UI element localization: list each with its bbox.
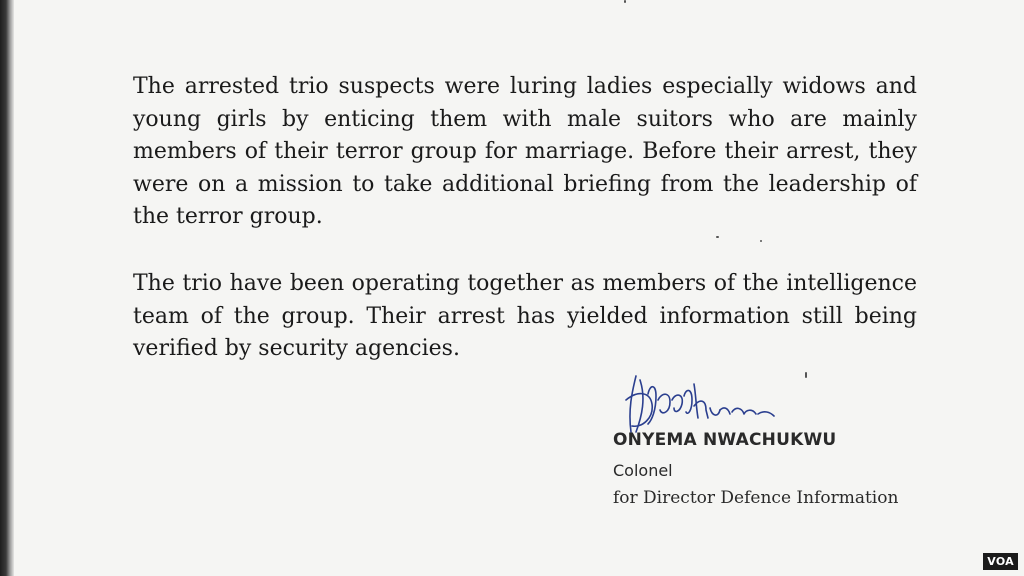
signatory-name: ONYEMA NWACHUKWU (613, 430, 837, 450)
signatory-office: for Director Defence Information (613, 488, 899, 508)
page-left-edge-shadow (0, 0, 14, 576)
signatory-rank: Colonel (613, 461, 673, 480)
paper-speck (716, 236, 719, 238)
paragraph-intelligence-team: The trio have been operating together as members of the intelligence team of the group. Their arrest has yielded information still being verified by security agencies. (133, 271, 917, 361)
paper-speck (805, 372, 807, 378)
paragraph-arrest-details: The arrested trio suspects were luring ladies especially widows and young girls by enticing them with male suitors who are mainly members of their terror group for marriage. Before their arrest, they were on a mission to take additional briefing from the leadership of the terror group. (133, 74, 917, 229)
voa-watermark-logo: VOA (983, 553, 1018, 570)
paper-speck (624, 0, 626, 3)
paper-speck (760, 240, 762, 242)
